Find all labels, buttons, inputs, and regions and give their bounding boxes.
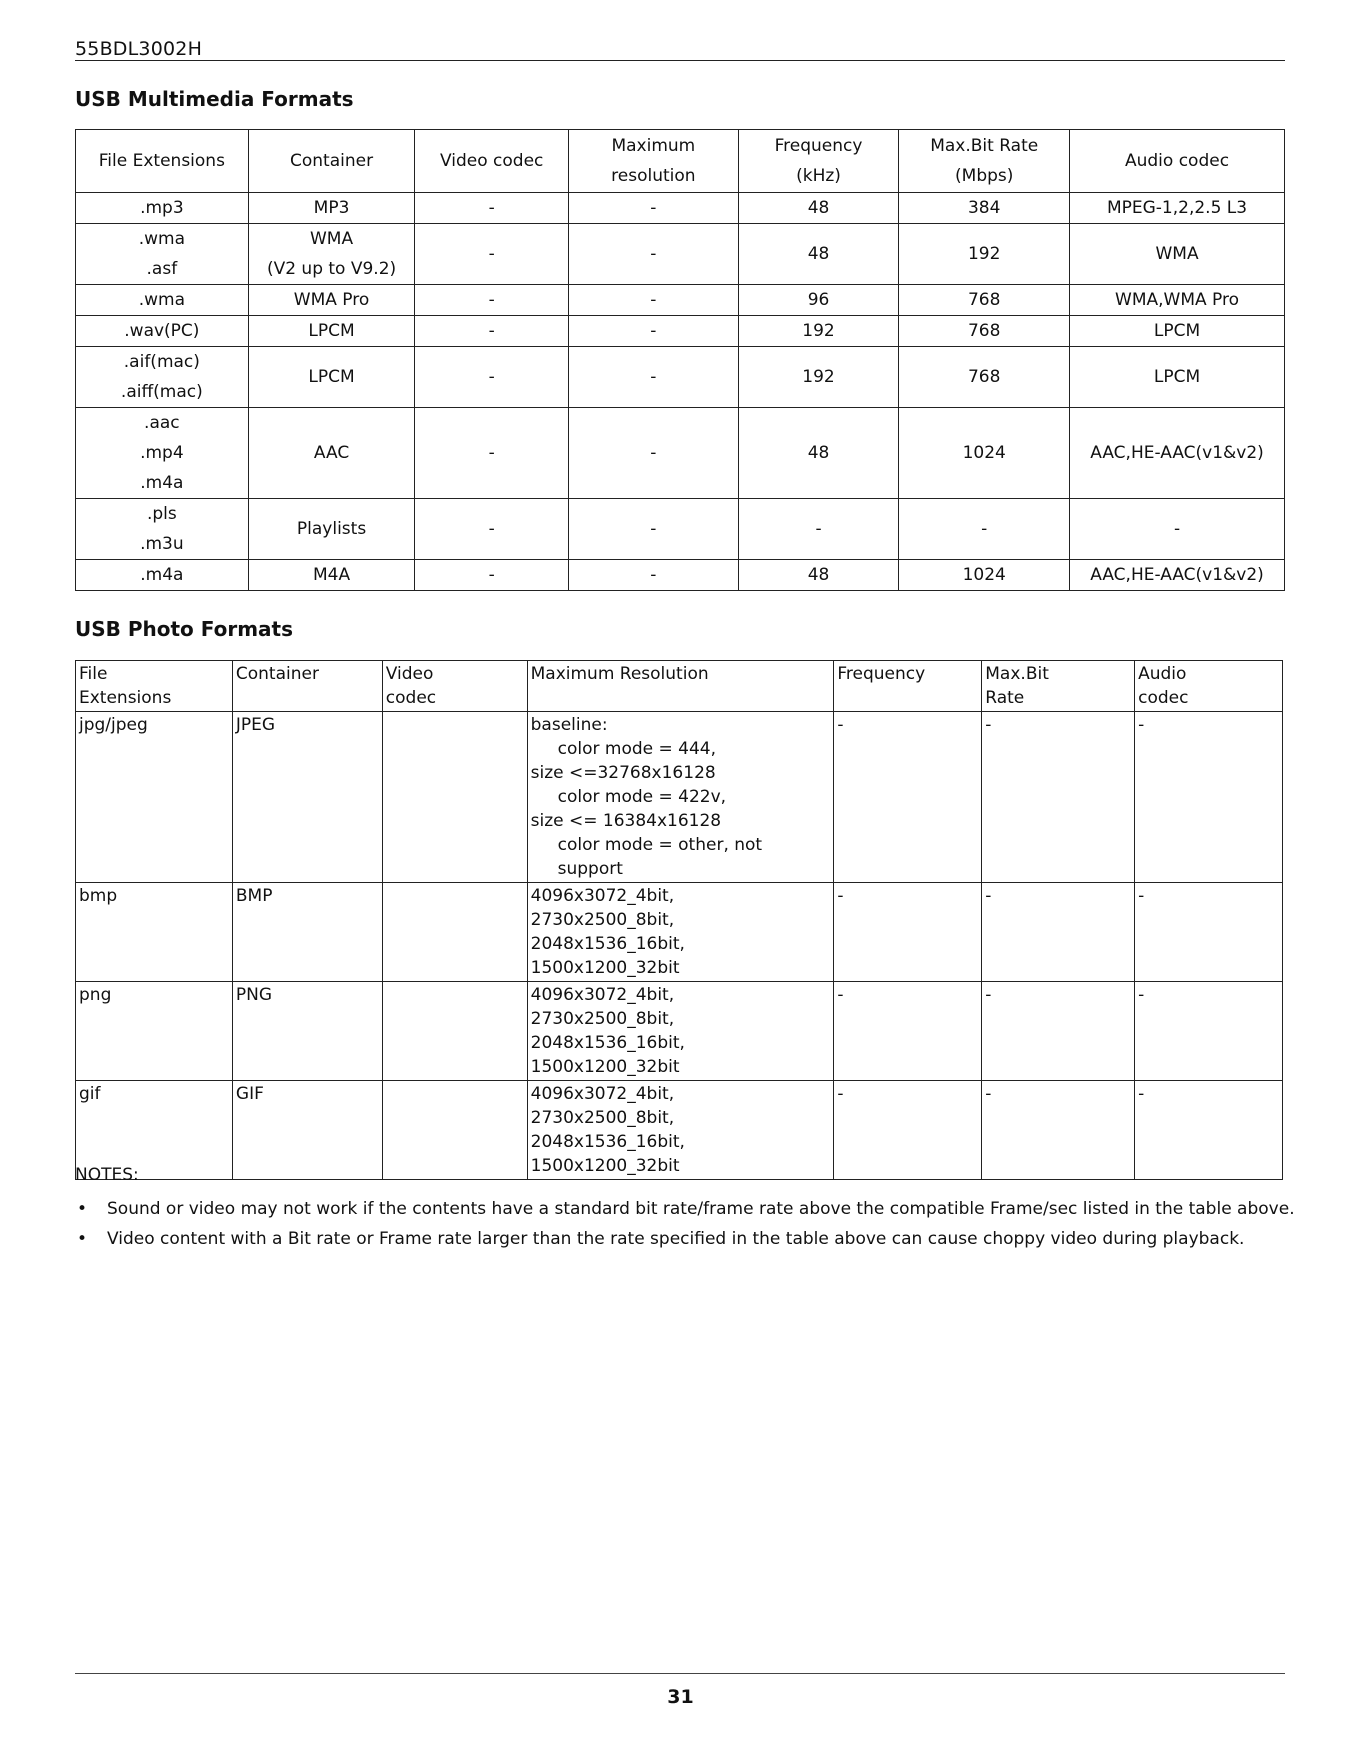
cell-line: Video <box>385 664 434 684</box>
table-cell-ext <box>76 560 249 591</box>
table-cell-container <box>248 408 415 499</box>
resolution-line: 2048x1536_16bit, <box>530 1033 685 1053</box>
cell-line: Maximum Resolution <box>530 664 709 684</box>
table-row <box>76 224 1285 285</box>
table-cell-freq: - <box>834 883 982 982</box>
multimedia-formats-table <box>75 129 1285 591</box>
column-header <box>527 661 834 712</box>
cell-line: .m3u <box>140 534 184 554</box>
resolution-line: color mode = 444, <box>557 739 717 759</box>
table-cell-rate: 768 <box>899 316 1070 347</box>
table-cell-audio: - <box>1135 883 1283 982</box>
resolution-line: 1500x1200_32bit <box>530 1057 680 1077</box>
table-cell-rate: 1024 <box>899 560 1070 591</box>
table-row <box>76 499 1285 560</box>
cell-line: Max.Bit Rate <box>930 136 1039 156</box>
table-row <box>76 347 1285 408</box>
table-cell-ext <box>76 285 249 316</box>
table-cell-container <box>248 316 415 347</box>
table-cell-audio: AAC,HE-AAC(v1&v2) <box>1070 560 1285 591</box>
table-cell-audio: LPCM <box>1070 316 1285 347</box>
resolution-line: 2730x2500_8bit, <box>530 1108 675 1128</box>
table-cell-audio: - <box>1135 712 1283 883</box>
cell-line: AAC <box>313 443 350 463</box>
table-cell-res: - <box>569 499 739 560</box>
table-cell-container: BMP <box>232 883 382 982</box>
table-cell-freq: - <box>834 1081 982 1180</box>
page-number: 31 <box>667 1686 694 1708</box>
header-rule <box>75 60 1285 61</box>
cell-line: Max.Bit <box>985 664 1049 684</box>
table-cell-rate: 384 <box>899 193 1070 224</box>
resolution-line: baseline: <box>530 715 608 735</box>
column-header <box>1070 130 1285 193</box>
column-header <box>76 130 249 193</box>
table-cell-rate: 768 <box>899 285 1070 316</box>
table-row <box>76 560 1285 591</box>
cell-line: MP3 <box>313 198 350 218</box>
table-row <box>76 408 1285 499</box>
column-header <box>834 661 982 712</box>
notes-title: NOTES: <box>75 1165 139 1185</box>
resolution-line: 2730x2500_8bit, <box>530 910 675 930</box>
table-cell-video: - <box>415 560 569 591</box>
column-header <box>415 130 569 193</box>
table-row <box>76 712 1283 883</box>
table-cell-video: - <box>415 347 569 408</box>
note-text: Sound or video may not work if the contents have a standard bit rate/frame rate above the compatible Frame/sec listed in the table above. <box>107 1199 1295 1219</box>
cell-line: Rate <box>985 688 1025 708</box>
table-cell-video <box>382 1081 527 1180</box>
resolution-line: color mode = other, not support <box>557 835 763 879</box>
table-cell-video: - <box>415 193 569 224</box>
table-cell-res <box>527 1081 834 1180</box>
table-cell-freq: - <box>738 499 899 560</box>
cell-line: (kHz) <box>796 166 841 186</box>
table-row <box>76 982 1283 1081</box>
column-header <box>738 130 899 193</box>
cell-line: (V2 up to V9.2) <box>266 259 397 279</box>
table-cell-video: - <box>415 316 569 347</box>
table-cell-audio: - <box>1135 982 1283 1081</box>
table-cell-video: - <box>415 499 569 560</box>
table-cell-audio: WMA,WMA Pro <box>1070 285 1285 316</box>
table-header-row <box>76 661 1283 712</box>
table-cell-rate: - <box>982 883 1135 982</box>
table-cell-container <box>248 224 415 285</box>
table-cell-freq: - <box>834 712 982 883</box>
photo-formats-table <box>75 660 1283 1180</box>
cell-line: LPCM <box>308 367 355 387</box>
cell-line: Playlists <box>296 519 367 539</box>
table-cell-rate: 768 <box>899 347 1070 408</box>
bullet-icon: • <box>77 1199 88 1219</box>
table-cell-rate: - <box>982 982 1135 1081</box>
table-cell-res: - <box>569 560 739 591</box>
table-cell-container <box>248 560 415 591</box>
table-cell-res <box>527 712 834 883</box>
cell-line: Extensions <box>79 688 172 708</box>
table-cell-res: - <box>569 193 739 224</box>
cell-line: File <box>79 664 108 684</box>
cell-line: LPCM <box>308 321 355 341</box>
table-cell-audio: MPEG-1,2,2.5 L3 <box>1070 193 1285 224</box>
table-cell-freq: 48 <box>738 193 899 224</box>
table-cell-ext <box>76 193 249 224</box>
table-cell-rate: - <box>982 1081 1135 1180</box>
bullet-icon: • <box>77 1229 88 1249</box>
notes-list <box>75 1194 1295 1254</box>
note-item <box>75 1224 1295 1254</box>
cell-line: Frequency <box>774 136 863 156</box>
footer-rule <box>75 1673 1285 1674</box>
cell-line: .mp3 <box>140 198 184 218</box>
table-cell-res <box>527 982 834 1081</box>
resolution-line: 4096x3072_4bit, <box>530 985 675 1005</box>
table-cell-freq: 48 <box>738 560 899 591</box>
table-cell-video: - <box>415 408 569 499</box>
table-cell-ext <box>76 316 249 347</box>
table-cell-container <box>248 193 415 224</box>
cell-line: Maximum resolution <box>611 136 696 186</box>
table-cell-freq: 192 <box>738 316 899 347</box>
table-cell-container <box>248 347 415 408</box>
table-cell-audio: AAC,HE-AAC(v1&v2) <box>1070 408 1285 499</box>
column-header <box>76 661 233 712</box>
resolution-line: color mode = 422v, <box>557 787 727 807</box>
table-cell-ext <box>76 408 249 499</box>
table-cell-rate: 192 <box>899 224 1070 285</box>
table-cell-res: - <box>569 408 739 499</box>
table-cell-container: PNG <box>232 982 382 1081</box>
table-row <box>76 316 1285 347</box>
cell-line: .asf <box>146 259 178 279</box>
table-cell-rate: 1024 <box>899 408 1070 499</box>
cell-line: Container <box>235 664 319 684</box>
column-header <box>248 130 415 193</box>
table-cell-res: - <box>569 224 739 285</box>
cell-line: .mp4 <box>140 443 184 463</box>
table-cell-ext <box>76 499 249 560</box>
resolution-line: size <= 16384x16128 <box>530 811 722 831</box>
table-cell-res: - <box>569 316 739 347</box>
table-cell-container <box>248 499 415 560</box>
table-row <box>76 193 1285 224</box>
cell-line: .aac <box>144 413 180 433</box>
resolution-line: 2730x2500_8bit, <box>530 1009 675 1029</box>
cell-line: .pls <box>146 504 177 524</box>
table-cell-ext <box>76 347 249 408</box>
model-number: 55BDL3002H <box>75 38 203 60</box>
table-cell-rate: - <box>982 712 1135 883</box>
table-cell-freq: 48 <box>738 408 899 499</box>
column-header <box>899 130 1070 193</box>
table-cell-container: JPEG <box>232 712 382 883</box>
cell-line: .m4a <box>140 565 184 585</box>
cell-line: Container <box>290 151 374 171</box>
cell-line: Audio <box>1138 664 1187 684</box>
table-row <box>76 1081 1283 1180</box>
cell-line: codec <box>385 688 437 708</box>
table-cell-audio: - <box>1135 1081 1283 1180</box>
cell-line: WMA <box>309 229 354 249</box>
cell-line: codec <box>1138 688 1189 708</box>
table-cell-video <box>382 982 527 1081</box>
resolution-line: 4096x3072_4bit, <box>530 1084 675 1104</box>
table-cell-freq: 192 <box>738 347 899 408</box>
cell-line: .wma <box>138 229 185 249</box>
column-header <box>1135 661 1283 712</box>
table-cell-video: - <box>415 224 569 285</box>
table-cell-video <box>382 712 527 883</box>
cell-line: .wav(PC) <box>124 321 200 341</box>
note-text: Video content with a Bit rate or Frame rate larger than the rate specified in the table above can cause choppy video during playback. <box>107 1229 1245 1249</box>
table-header-row <box>76 130 1285 193</box>
table-cell-res <box>527 883 834 982</box>
resolution-line: 2048x1536_16bit, <box>530 1132 685 1152</box>
cell-line: .aiff(mac) <box>120 382 203 402</box>
resolution-line: 1500x1200_32bit <box>530 1156 680 1176</box>
cell-line: .aif(mac) <box>123 352 200 372</box>
cell-line: .wma <box>138 290 185 310</box>
resolution-line: 1500x1200_32bit <box>530 958 680 978</box>
table-cell-ext: jpg/jpeg <box>76 712 233 883</box>
cell-line: (Mbps) <box>955 166 1014 186</box>
cell-line: WMA Pro <box>293 290 370 310</box>
resolution-line: size <=32768x16128 <box>530 763 716 783</box>
table-cell-res: - <box>569 285 739 316</box>
table-row <box>76 883 1283 982</box>
cell-line: Frequency <box>837 664 926 684</box>
table-cell-video <box>382 883 527 982</box>
table-cell-ext <box>76 224 249 285</box>
table-cell-audio: - <box>1070 499 1285 560</box>
note-item <box>75 1194 1295 1224</box>
cell-line: .m4a <box>140 473 184 493</box>
photo-section-title: USB Photo Formats <box>75 617 294 641</box>
column-header <box>382 661 527 712</box>
table-cell-audio: LPCM <box>1070 347 1285 408</box>
table-cell-freq: - <box>834 982 982 1081</box>
table-cell-audio: WMA <box>1070 224 1285 285</box>
table-cell-rate: - <box>899 499 1070 560</box>
table-cell-ext: gif <box>76 1081 233 1180</box>
cell-line: Video codec <box>440 151 544 171</box>
table-cell-container <box>248 285 415 316</box>
table-cell-video: - <box>415 285 569 316</box>
table-cell-res: - <box>569 347 739 408</box>
cell-line: File Extensions <box>98 151 225 171</box>
cell-line: M4A <box>312 565 351 585</box>
table-cell-freq: 48 <box>738 224 899 285</box>
resolution-line: 4096x3072_4bit, <box>530 886 675 906</box>
cell-line: Audio codec <box>1124 151 1230 171</box>
column-header <box>569 130 739 193</box>
resolution-line: 2048x1536_16bit, <box>530 934 685 954</box>
multimedia-section-title: USB Multimedia Formats <box>75 87 354 111</box>
column-header <box>232 661 382 712</box>
table-cell-freq: 96 <box>738 285 899 316</box>
table-cell-ext: png <box>76 982 233 1081</box>
table-cell-ext: bmp <box>76 883 233 982</box>
table-row <box>76 285 1285 316</box>
column-header <box>982 661 1135 712</box>
table-cell-container: GIF <box>232 1081 382 1180</box>
